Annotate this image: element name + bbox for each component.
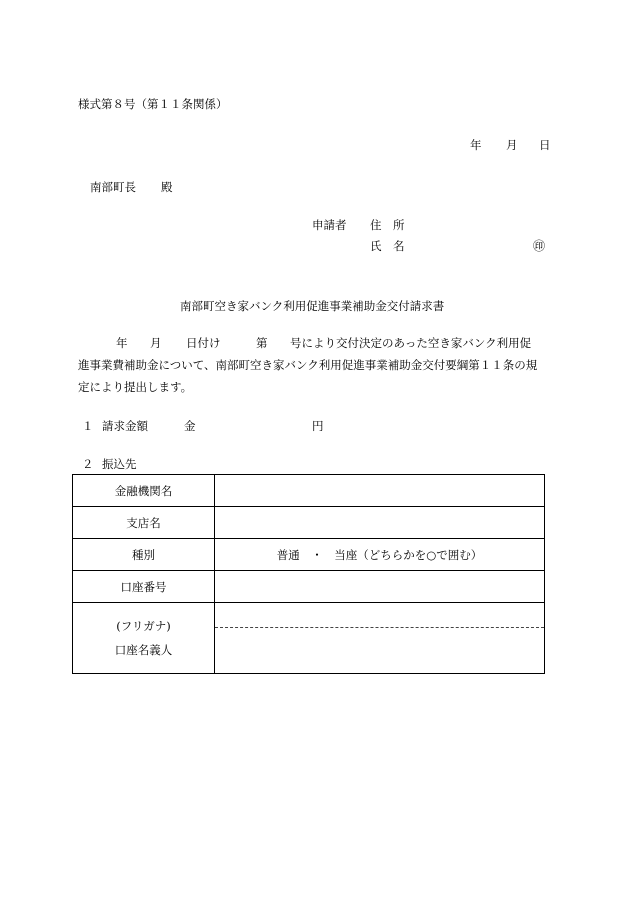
applicant-name-label: 氏 名 [370,239,405,253]
item-1-label: 請求金額 [102,419,148,433]
item-1-prefix: 金 [184,419,196,433]
account-type-label: 種別 [73,539,215,571]
item-2-number: ２ [82,457,94,471]
account-number-field[interactable] [215,571,545,603]
applicant-address-label: 住 所 [370,218,405,232]
bank-account-table [72,474,545,674]
addressee-honorific: 殿 [161,180,173,194]
form-number: 様式第８号（第１１条関係） [78,97,228,111]
account-holder-label-cell [73,603,215,674]
item-1-number: １ [82,419,94,433]
document-title: 南部町空き家バンク利用促進事業補助金交付請求書 [180,299,445,313]
account-number-label: 口座番号 [73,571,215,603]
body-line-2: 進事業費補助金について、南部町空き家バンク利用促進事業補助金交付要綱第１１条の規 [78,358,538,372]
body-paragraph [78,332,550,398]
bank-name-field[interactable] [215,475,545,507]
addressee-name: 南部町長 [90,180,136,194]
table-row-branch [73,507,545,539]
furigana-label: (フリガナ) [116,619,171,633]
body-number-prefix: 第 [256,336,268,350]
date-month: 月 [506,138,518,152]
item-2-label: 振込先 [102,457,137,471]
body-line-3: 定により提出します。 [78,380,193,394]
table-row-account-number [73,571,545,603]
account-type-value[interactable]: 普通 ・ 当座（どちらかを○で囲む） [215,539,545,571]
branch-field[interactable] [215,507,545,539]
seal-mark: ㊞ [533,239,546,253]
account-holder-field-cell [215,603,545,674]
table-row-bank-name [73,475,545,507]
furigana-field[interactable] [215,603,544,628]
account-holder-label: 口座名義人 [114,643,173,657]
branch-label: 支店名 [73,507,215,539]
date-year: 年 [470,138,482,152]
table-row-account-holder [73,603,545,674]
body-year: 年 [116,336,128,350]
applicant-label: 申請者 [312,218,347,232]
table-row-account-type [73,539,545,571]
bank-name-label: 金融機関名 [73,475,215,507]
date-day: 日 [539,138,551,152]
item-1-unit: 円 [312,419,324,433]
account-holder-field[interactable] [215,628,544,673]
body-line-1 [78,332,550,354]
body-month: 月 [150,336,162,350]
body-date-suffix: 日付け [186,336,221,350]
body-text-1: 号により交付決定のあった空き家バンク利用促 [290,336,532,350]
